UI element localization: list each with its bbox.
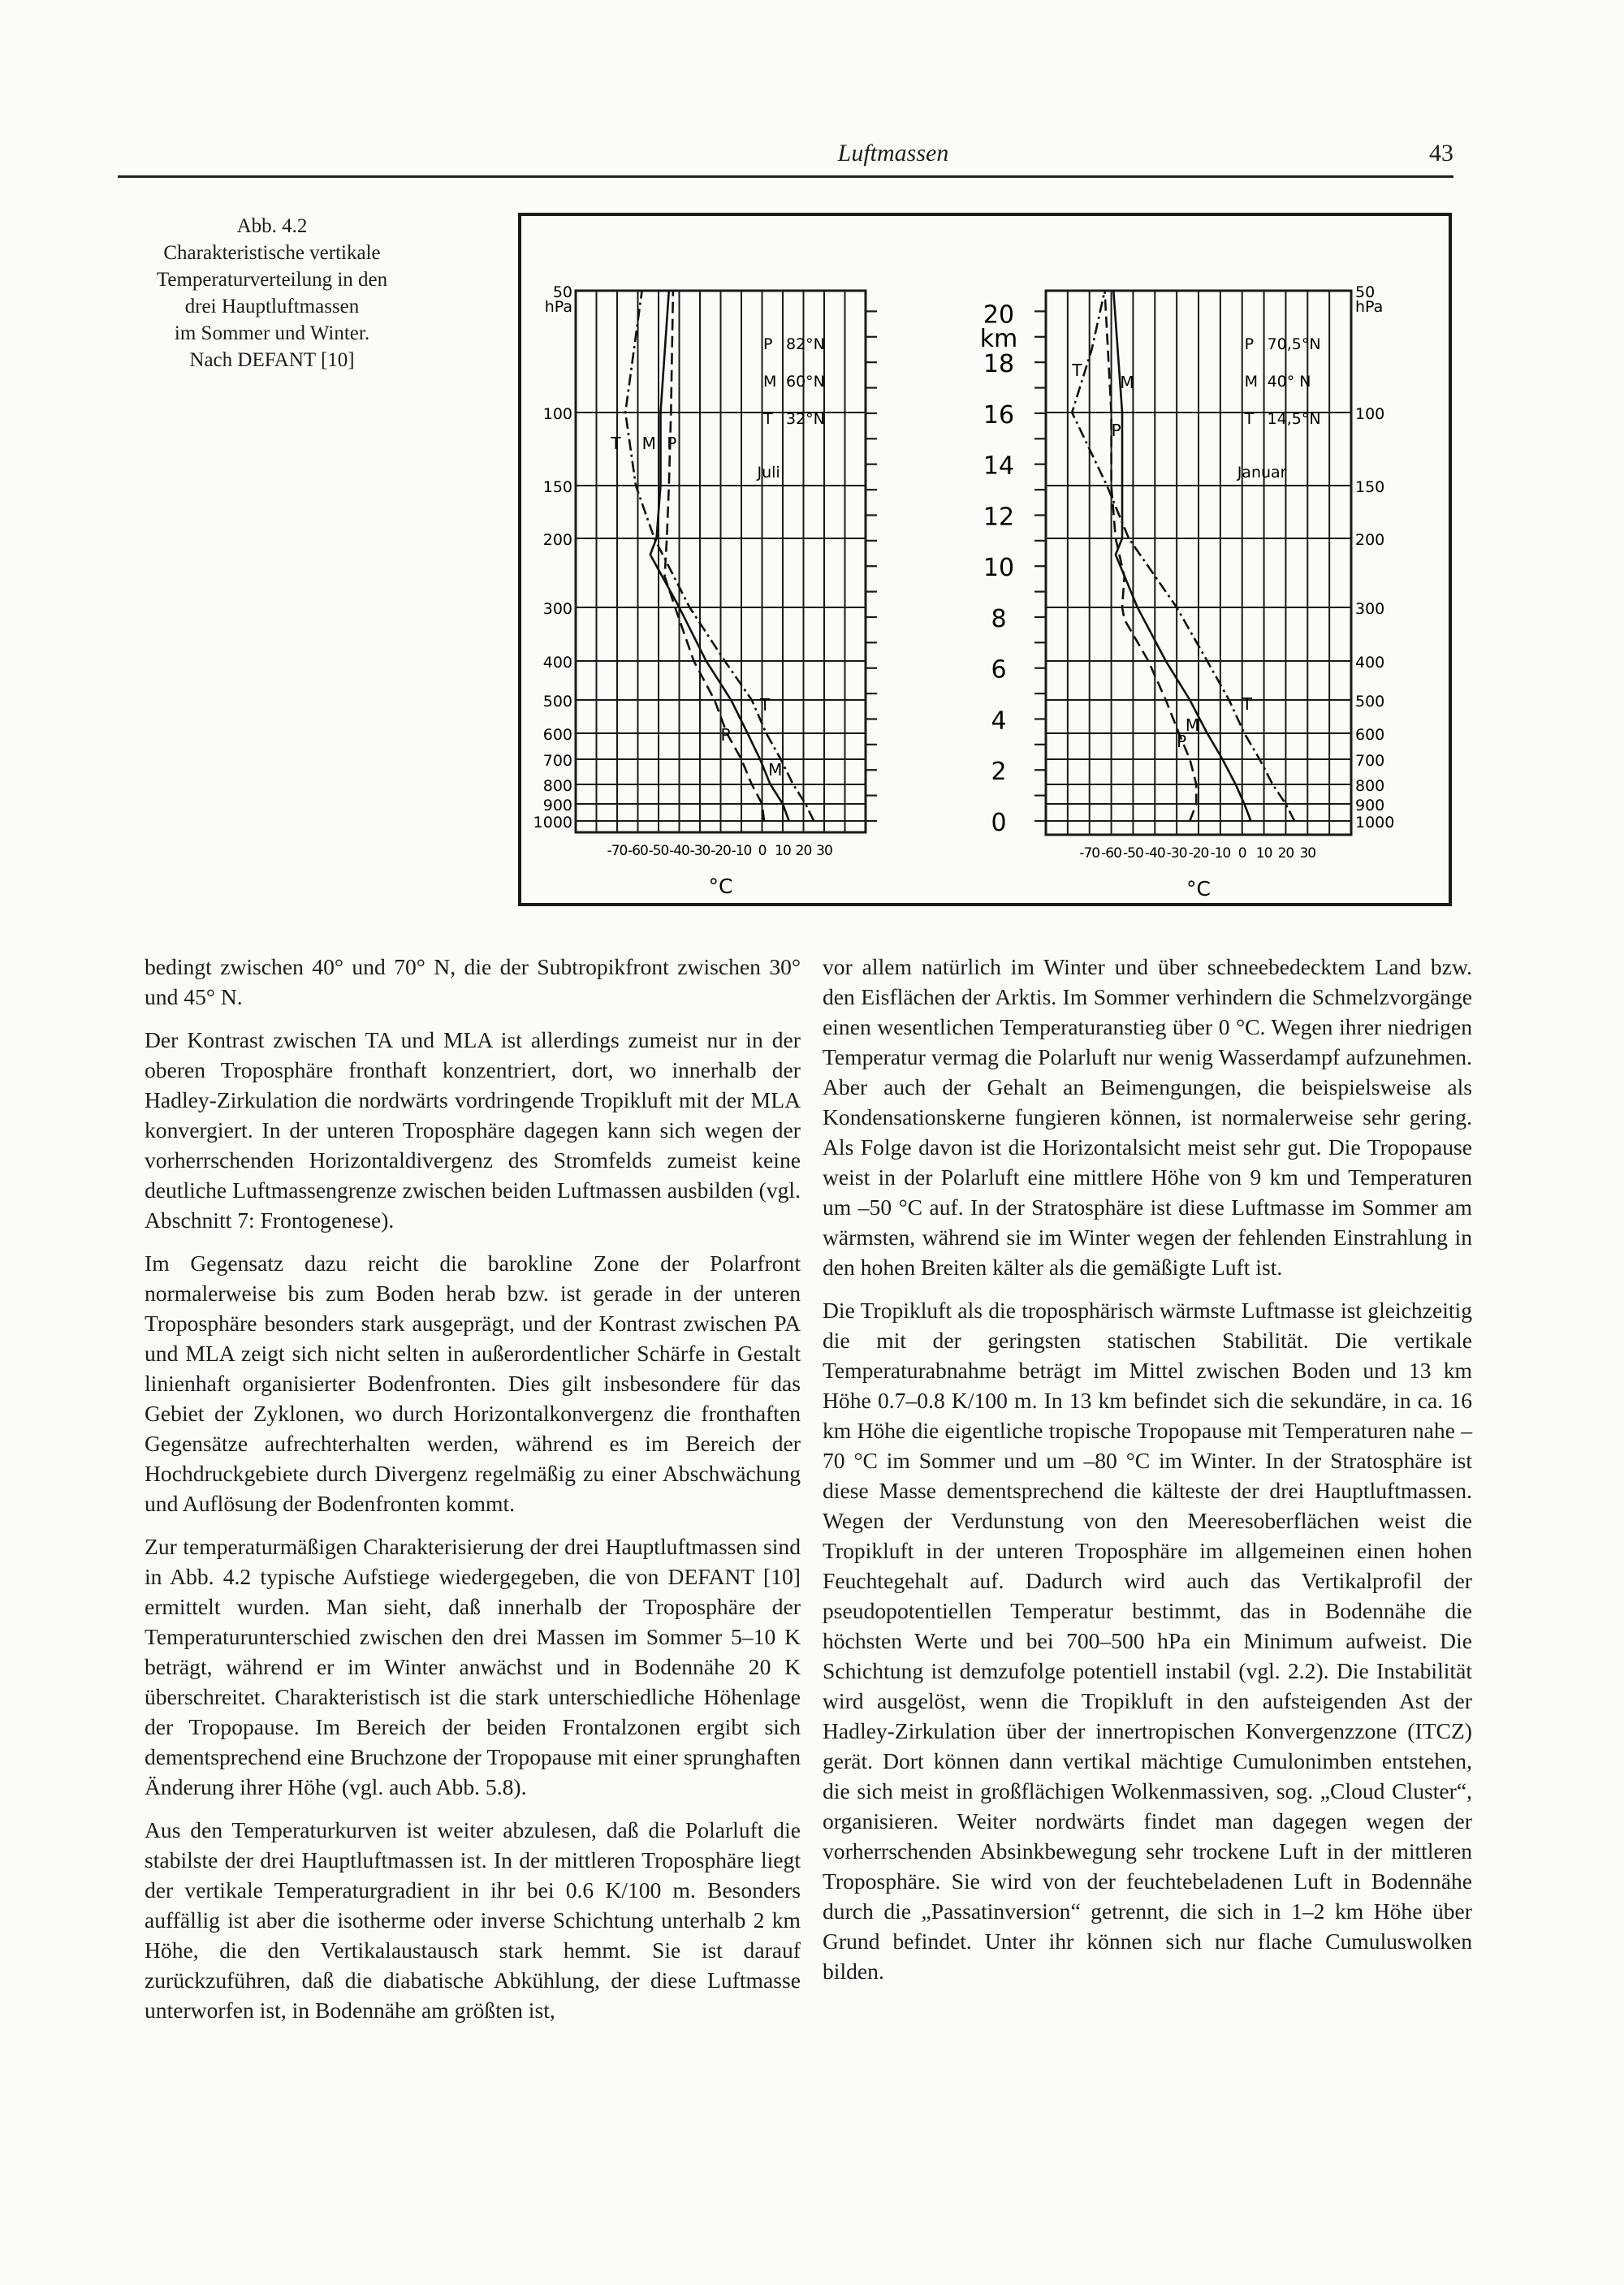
svg-text:hPa: hPa <box>1355 298 1384 316</box>
svg-text:-70: -70 <box>607 843 628 859</box>
svg-text:400: 400 <box>542 654 572 672</box>
paragraph: vor allem natürlich im Winter und über schneebedecktem Land bzw. den Eisflächen der Arktis. Im Sommer verhindern die Schmelzvorgänge einen wesentlichen Temperaturanstieg über 0 °C. Wegen ihrer niedrigen Temperatur vermag die Polarluft nur wenig Wasserdampf aufzunehmen. Aber auch der Gehalt an Beimengungen, die beispielsweise als Kondensationskerne fungieren können, ist normalerweise sehr gering. Als Folge davon ist die Horizontalsicht meist sehr gut. Die Tropopause weist in der Polarluft eine mittlere Höhe von 9 km und Temperaturen um –50 °C auf. In der Stratosphäre ist diese Luftmasse im Sommer am wärmsten, während sie im Winter wegen der fehlenden Einstrahlung in den hohen Breiten kälter als die gemäßigte Luft ist. <box>823 954 1472 1280</box>
svg-text:10: 10 <box>775 843 791 859</box>
svg-text:200: 200 <box>542 531 572 549</box>
svg-text:150: 150 <box>542 478 572 496</box>
svg-text:70,5°N: 70,5°N <box>1267 335 1321 353</box>
svg-text:900: 900 <box>1355 797 1385 814</box>
svg-text:M: M <box>1120 373 1134 392</box>
svg-text:500: 500 <box>1355 693 1385 711</box>
svg-text:-20: -20 <box>710 843 731 859</box>
svg-text:-70: -70 <box>1079 845 1100 862</box>
svg-text:100: 100 <box>542 405 572 423</box>
paragraph: Zur temperaturmäßigen Charakterisierung der drei Hauptluftmassen sind in Abb. 4.2 typische Aufstiege wiedergegeben, die von DEFANT [10] ermittelt wurden. Man sieht, daß innerhalb der Troposphäre der Temperaturunterschied zwischen den drei Massen im Sommer 5–10 K beträgt, während er im Winter anwächst und in Bodennähe 20 K überschreitet. Charakteristisch ist die stark unterschiedliche Höhenlage der Tropopause. Im Bereich der beiden Frontalzonen ergibt sich dementsprechend eine Bruchzone der Tropopause mit einer sprunghaften Änderung ihrer Höhe (vgl. auch Abb. 5.8). <box>145 1534 801 1799</box>
svg-text:0: 0 <box>991 809 1007 837</box>
svg-text:400: 400 <box>1355 654 1385 672</box>
profile-curve-t <box>625 291 814 821</box>
svg-text:2: 2 <box>991 758 1007 787</box>
svg-text:-10: -10 <box>1210 845 1231 862</box>
svg-text:°C: °C <box>708 875 733 898</box>
svg-text:P: P <box>1111 421 1121 440</box>
chart-panel-januar <box>1046 283 1394 901</box>
svg-text:16: 16 <box>983 400 1015 430</box>
svg-text:T: T <box>763 410 773 428</box>
svg-text:0: 0 <box>758 843 767 859</box>
svg-text:6: 6 <box>991 655 1007 685</box>
svg-text:300: 300 <box>1355 600 1385 618</box>
svg-text:-60: -60 <box>1101 845 1121 862</box>
svg-text:M: M <box>641 434 656 453</box>
chart-panel-juli <box>533 283 866 898</box>
caption-line: Charakteristische vertikale <box>163 242 381 264</box>
svg-text:hPa: hPa <box>544 298 572 316</box>
caption-figure-number: Abb. 4.2 <box>236 215 308 237</box>
svg-text:20: 20 <box>983 300 1015 330</box>
svg-text:50: 50 <box>552 283 572 301</box>
running-title: Luftmassen <box>837 140 949 166</box>
svg-text:-30: -30 <box>689 843 710 859</box>
caption-line: Temperaturverteilung in den <box>156 269 388 291</box>
svg-text:M: M <box>763 373 777 391</box>
svg-text:800: 800 <box>1355 777 1385 795</box>
svg-text:30: 30 <box>1299 845 1316 862</box>
svg-text:700: 700 <box>542 752 572 770</box>
svg-text:30: 30 <box>816 843 832 859</box>
svg-text:km: km <box>979 324 1018 353</box>
svg-text:-10: -10 <box>731 843 752 859</box>
svg-text:-20: -20 <box>1188 845 1209 862</box>
svg-text:14: 14 <box>983 451 1015 481</box>
svg-text:T: T <box>1072 361 1082 380</box>
svg-text:600: 600 <box>1355 726 1385 744</box>
svg-text:700: 700 <box>1355 752 1385 770</box>
svg-text:900: 900 <box>542 797 572 814</box>
text-column-left <box>145 952 801 2038</box>
page-number: 43 <box>1429 140 1453 166</box>
caption-line: im Sommer und Winter. <box>174 322 370 344</box>
svg-text:60°N: 60°N <box>786 373 825 391</box>
temperature-profile-charts <box>0 0 1624 918</box>
svg-text:0: 0 <box>1237 845 1246 862</box>
svg-text:-60: -60 <box>628 843 648 859</box>
svg-text:12: 12 <box>983 503 1015 532</box>
svg-text:P: P <box>1177 732 1187 751</box>
paragraph: Aus den Temperaturkurven ist weiter abzulesen, daß die Polarluft die stabilste der drei Hauptluftmassen ist. In der mittleren Troposphäre liegt der vertikale Temperaturgradient in ihr bei 0.6 K/100 m. Besonders auffällig ist aber die isotherme oder inverse Schichtung unterhalb 2 km Höhe, die den Vertikalaustausch stark hemmt. Sie ist darauf zurückzuführen, daß die diabatische Abkühlung, der diese Luftmasse unterworfen ist, in Bodennähe am größten ist, <box>145 1817 801 2023</box>
svg-text:40° N: 40° N <box>1267 373 1311 391</box>
svg-text:300: 300 <box>542 600 572 618</box>
paragraph: Der Kontrast zwischen TA und MLA ist allerdings zumeist nur in der oberen Troposphäre fronthaft konzentriert, dort, wo innerhalb der Hadley-Zirkulation die nordwärts vordringende Tropikluft mit der MLA konvergiert. In der unteren Troposphäre dagegen kann sich wegen der vorherrschenden Horizontaldivergenz des Stromfelds zumeist keine deutliche Luftmassengrenze zwischen beiden Luftmassen ausbilden (vgl. Abschnitt 7: Frontogenese). <box>145 1027 801 1233</box>
svg-text:500: 500 <box>542 693 572 711</box>
svg-text:18: 18 <box>983 350 1015 379</box>
svg-text:1000: 1000 <box>533 814 572 831</box>
svg-text:10: 10 <box>1255 845 1272 862</box>
svg-text:°C: °C <box>1186 877 1211 901</box>
svg-text:20: 20 <box>1277 845 1294 862</box>
svg-text:T: T <box>1242 694 1252 714</box>
svg-text:M: M <box>1244 373 1258 391</box>
caption-source: Nach DEFANT [10] <box>189 349 355 371</box>
svg-text:M: M <box>1185 715 1200 735</box>
paragraph: bedingt zwischen 40° und 70° N, die der Subtropikfront zwischen 30° und 45° N. <box>145 954 801 1009</box>
height-axis-km <box>866 300 1046 837</box>
svg-text:14,5°N: 14,5°N <box>1267 410 1321 428</box>
paragraph: Die Tropikluft als die troposphärisch wärmste Luftmasse ist gleichzeitig die mit der geringsten statischen Stabilität. Die vertikale Temperaturabnahme beträgt im Mittel zwischen Boden und 13 km Höhe 0.7–0.8 K/100 m. In 13 km befindet sich die sekundäre, in ca. 16 km Höhe die eigentliche tropische Tropopause mit Temperaturen nahe –70 °C im Sommer und um –80 °C im Winter. In der Stratosphäre ist diese Masse dementsprechend die kälteste der drei Hauptluftmassen. Wegen der Verdunstung von den Meeresoberflächen weist die Tropikluft in der unteren Troposphäre im allgemeinen einen hohen Feuchtegehalt auf. Dadurch wird auch das Vertikalprofil der pseudopotentiellen Temperatur bestimmt, das in Bodennähe die höchsten Werte und bei 700–500 hPa ein Minimum aufweist. Die Schichtung ist demzufolge potentiell instabil (vgl. 2.2). Die Instabilität wird ausgelöst, wenn die Tropikluft in den aufsteigenden Ast der Hadley-Zirkulation über der innertropischen Konvergenzzone (ITCZ) gerät. Dort können dann vertikal mächtige Cumulonimben entstehen, die sich meist in großflächigen Wolkenmassiven, sog. „Cloud Cluster“, organisieren. Weiter nordwärts findet man dagegen wegen der vorherrschenden Absinkbewegung sehr trockene Luft in der mittleren Troposphäre. Sie wird von der feuchtebeladenen Luft in Bodennähe durch die „Passatinversion“ getrennt, die sich in 1–2 km Höhe über Grund befindet. Unter ihr können sich nur flache Cumuluswolken bilden. <box>823 1298 1472 1984</box>
svg-text:-50: -50 <box>648 843 669 859</box>
svg-text:50: 50 <box>1355 283 1376 301</box>
paragraph: Im Gegensatz dazu reicht die barokline Zone der Polarfront normalerweise bis zum Boden herab bzw. ist gerade in der unteren Troposphäre besonders stark ausgeprägt, und der Kontrast zwischen PA und MLA zeigt sich nicht selten in außerordentlicher Schärfe in Gestalt linienhaft organisierter Bodenfronten. Dies gilt insbesondere für das Gebiet der Zyklonen, wo durch Horizontalkonvergenz die fronthaften Gegensätze aufrechterhalten werden, während es im Bereich der Hochdruckgebiete durch Divergenz regelmäßig zu einer Abschwächung und Auflösung der Bodenfronten kommt. <box>145 1250 801 1516</box>
svg-text:P: P <box>667 434 677 453</box>
svg-text:-30: -30 <box>1166 845 1187 862</box>
svg-text:P: P <box>720 725 731 745</box>
svg-text:800: 800 <box>542 777 572 795</box>
svg-text:-50: -50 <box>1123 845 1143 862</box>
svg-text:82°N: 82°N <box>786 335 825 353</box>
svg-text:-40: -40 <box>1144 845 1165 862</box>
svg-text:T: T <box>1244 410 1255 428</box>
svg-text:600: 600 <box>542 726 572 744</box>
caption-line: drei Hauptluftmassen <box>184 296 360 317</box>
svg-text:Juli: Juli <box>757 464 780 482</box>
svg-text:M: M <box>768 760 783 780</box>
svg-text:T: T <box>611 434 621 453</box>
svg-text:-40: -40 <box>669 843 689 859</box>
svg-text:T: T <box>759 695 771 715</box>
svg-text:1000: 1000 <box>1355 814 1395 831</box>
text-column-right <box>823 952 1472 1999</box>
svg-text:4: 4 <box>991 706 1007 736</box>
svg-text:150: 150 <box>1355 478 1385 496</box>
svg-text:20: 20 <box>795 843 812 859</box>
svg-text:Januar: Januar <box>1237 464 1287 482</box>
svg-text:8: 8 <box>991 604 1007 633</box>
svg-text:P: P <box>763 335 773 353</box>
svg-text:P: P <box>1244 335 1255 353</box>
svg-text:32°N: 32°N <box>786 410 825 428</box>
svg-text:100: 100 <box>1355 405 1385 423</box>
svg-text:10: 10 <box>983 554 1015 583</box>
svg-text:200: 200 <box>1355 531 1385 549</box>
